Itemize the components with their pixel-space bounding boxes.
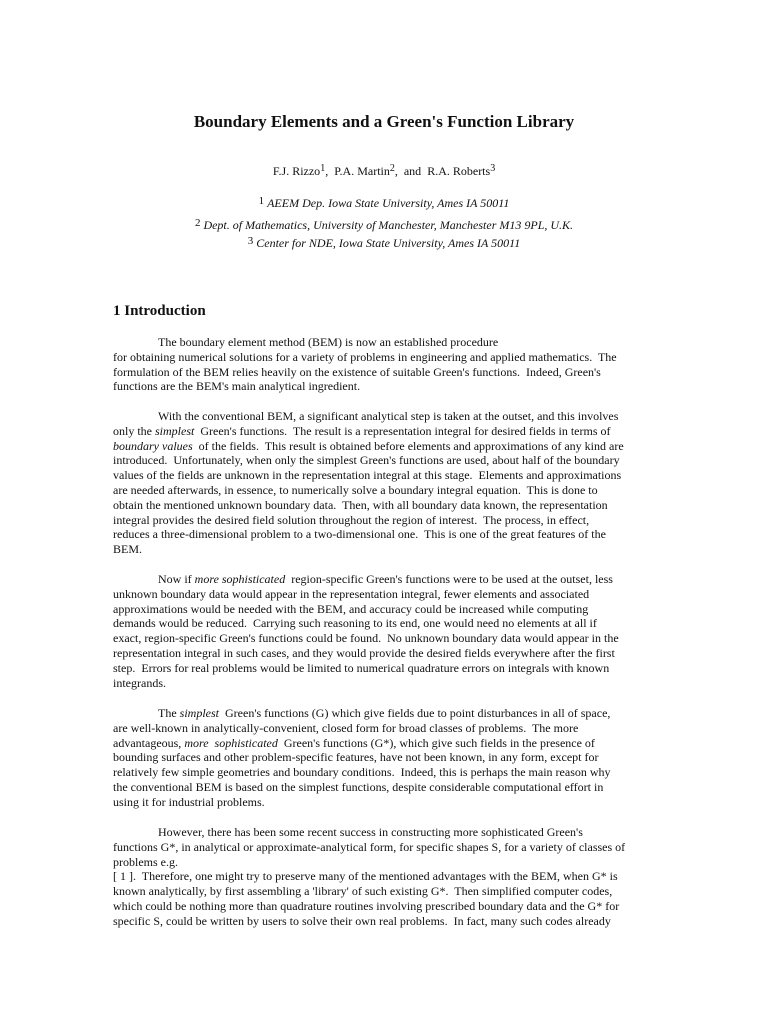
affiliation-text: Center for NDE, Iowa State University, Ames IA 50011 (256, 236, 521, 250)
text-run: known analytically, by first assembling a 'library' of such existing G*. Then simplified computer codes, (113, 884, 613, 899)
text-run: approximations would be needed with the BEM, and accuracy could be increased while computing (113, 601, 589, 616)
paragraph (113, 572, 658, 690)
text-line (113, 453, 658, 468)
author-name: F.J. Rizzo (272, 164, 321, 178)
author-affil-mark: 1 (320, 163, 326, 174)
text-line (113, 780, 658, 795)
text-run: specific S, could be written by users to solve their own real problems. In fact, many such codes already (113, 913, 611, 928)
text-line (113, 498, 658, 513)
affiliation (0, 195, 768, 211)
affiliation-number: 2 (194, 217, 201, 229)
paragraph (113, 409, 658, 557)
text-run: With the conventional BEM, a significant analytical step is taken at the outset, and this involves (158, 409, 619, 423)
author-affil-mark: 3 (490, 163, 496, 174)
author-list (0, 163, 768, 179)
text-run: BEM. (113, 542, 143, 557)
emphasis-text: simplest (155, 423, 195, 438)
paragraph (113, 825, 658, 929)
text-run: advantageous, (113, 735, 185, 750)
text-line (113, 527, 658, 542)
text-run: of the fields. This result is obtained before elements and approximations of any kind are (192, 438, 624, 453)
text-line (113, 855, 658, 870)
text-run: Green's functions (G) which give fields due to point disturbances in all of space, (219, 706, 611, 720)
text-run: relatively few simple geometries and boundary conditions. Indeed, this is perhaps the main reason why (113, 765, 611, 780)
text-line (113, 542, 658, 557)
text-line (113, 661, 658, 676)
text-line (113, 825, 658, 840)
text-run: The boundary element method (BEM) is now an established procedure (158, 335, 499, 349)
text-run: Green's functions (G*), which give such fields in the presence of (277, 735, 595, 750)
emphasis-text: simplest (179, 706, 219, 720)
text-line (113, 706, 658, 721)
text-run: problems e.g. (113, 854, 178, 869)
text-line (113, 468, 658, 483)
text-run: step. Errors for real problems would be limited to numerical quadrature errors on integrals with known (113, 660, 610, 675)
text-line (113, 483, 658, 498)
author-separator: , (325, 164, 335, 178)
text-run: are well-known in analytically-convenient, closed form for broad classes of problems. The more (113, 720, 579, 735)
text-run: The (158, 706, 180, 720)
paragraph (113, 335, 658, 394)
text-run: integrands. (113, 675, 166, 690)
text-line (113, 424, 658, 439)
text-run: using it for industrial problems. (113, 794, 265, 809)
text-run: for obtaining numerical solutions for a variety of problems in engineering and applied mathematics. The (113, 349, 617, 364)
text-line (113, 616, 658, 631)
text-line (113, 914, 658, 929)
paragraph (113, 706, 658, 810)
text-run: only the (113, 423, 155, 438)
text-line (113, 365, 658, 380)
text-run: functions are the BEM's main analytical ingredient. (113, 379, 361, 394)
text-run: Green's functions. The result is a representation integral for desired fields in terms of (194, 423, 611, 438)
text-run: the conventional BEM is based on the simplest functions, despite considerable computational effort in (113, 779, 604, 794)
text-line (113, 721, 658, 736)
text-line (113, 840, 658, 855)
text-run: demands would be reduced. Carrying such reasoning to its end, one would need no elements at all if (113, 616, 597, 631)
text-run: [ 1 ]. Therefore, one might try to preserve many of the mentioned advantages with the BEM, when G* is (113, 869, 618, 884)
text-run: formulation of the BEM relies heavily on the existence of suitable Green's functions. Indeed, Green's (113, 364, 601, 379)
text-line (113, 409, 658, 424)
text-run: integral provides the desired field solution throughout the region of interest. The process, in effect, (113, 512, 590, 527)
text-line (113, 884, 658, 899)
affiliation-text: Dept. of Mathematics, University of Manchester, Manchester M13 9PL, U.K. (203, 218, 574, 232)
text-run: bounding surfaces and other problem-specific features, have not been known, in any form, except for (113, 750, 599, 765)
affiliation-number: 3 (247, 235, 254, 247)
section-heading: 1 Introduction (113, 303, 206, 319)
text-line (113, 379, 658, 394)
text-run: functions G*, in analytical or approximate-analytical form, for specific shapes S, for a variety of classes of (113, 839, 626, 854)
text-line (113, 587, 658, 602)
text-run: unknown boundary data would appear in the representation integral, fewer elements and associated (113, 586, 590, 601)
text-run: which could be nothing more than quadrature routines involving prescribed boundary data and the G* for (113, 898, 620, 913)
emphasis-text: more sophisticated (194, 572, 286, 586)
text-line (113, 765, 658, 780)
text-line (113, 736, 658, 751)
text-line (113, 602, 658, 617)
text-line (113, 869, 658, 884)
text-run: representation integral in such cases, and they would provide the desired fields everywhere after the first (113, 645, 615, 660)
text-run: reduces a three-dimensional problem to a two-dimensional one. This is one of the great features of the (113, 527, 606, 542)
affiliation (0, 217, 768, 233)
author-name: P.A. Martin (334, 164, 390, 178)
text-line (113, 899, 658, 914)
text-line (113, 631, 658, 646)
author-name: R.A. Roberts (427, 164, 491, 178)
text-line (113, 572, 658, 587)
text-line (113, 750, 658, 765)
text-line (113, 335, 658, 350)
text-line (113, 646, 658, 661)
text-run: However, there has been some recent success in constructing more sophisticated Green's (158, 825, 583, 839)
text-run: Now if (158, 572, 195, 586)
affiliation-number: 1 (258, 195, 265, 207)
emphasis-text: boundary values (113, 438, 193, 453)
text-run: obtain the mentioned unknown boundary data. Then, with all boundary data known, the representation (113, 497, 608, 512)
text-run: introduced. Unfortunately, when only the simplest Green's functions are used, about half of the boundary (113, 453, 620, 468)
text-run: values of the fields are unknown in the representation integral at this stage. Elements and approximations (113, 468, 622, 483)
text-line (113, 513, 658, 528)
author-separator: , and (394, 164, 428, 178)
text-run: are needed afterwards, in essence, to numerically solve a boundary integral equation. This is done to (113, 482, 598, 497)
affiliation-text: AEEM Dep. Iowa State University, Ames IA 50011 (267, 196, 510, 210)
paper-title: Boundary Elements and a Green's Function Library (193, 112, 575, 131)
text-run: region-specific Green's functions were to be used at the outset, less (285, 572, 613, 586)
author-affil-mark: 2 (389, 163, 395, 174)
affiliation (0, 235, 768, 251)
text-line (113, 439, 658, 454)
text-line (113, 676, 658, 691)
text-line (113, 795, 658, 810)
text-run: exact, region-specific Green's functions could be found. No unknown boundary data would appear in the (113, 631, 619, 646)
text-line (113, 350, 658, 365)
emphasis-text: more sophisticated (184, 735, 278, 750)
